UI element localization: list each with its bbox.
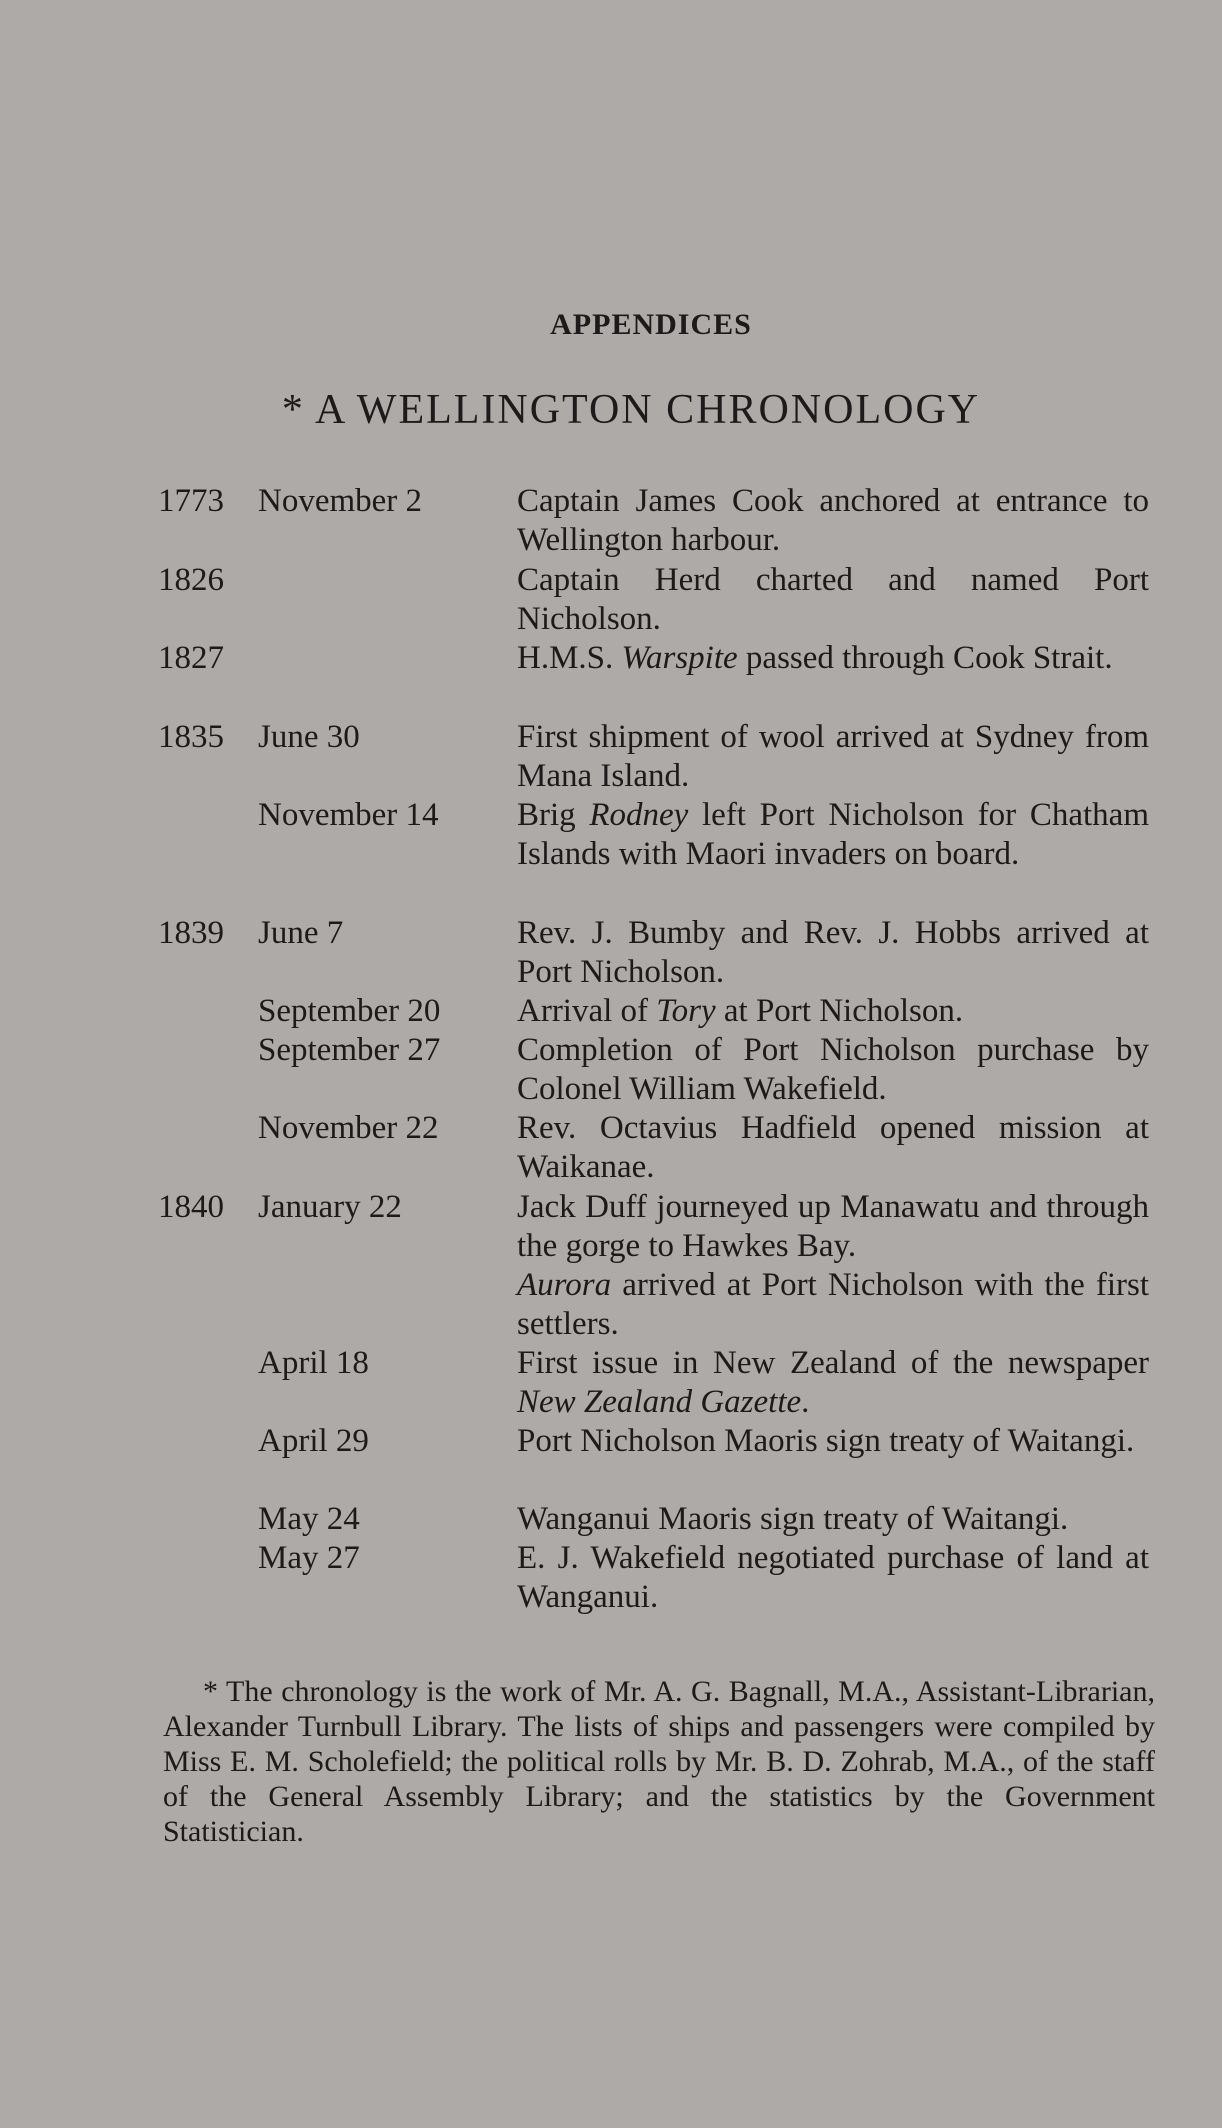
entry-year: 1826: [158, 562, 224, 598]
entry-date: May 24: [258, 1501, 360, 1537]
entry-date: September 27: [258, 1032, 441, 1068]
entry-date: April 29: [258, 1423, 369, 1459]
entry-date: April 18: [258, 1345, 369, 1381]
italic-title: Aurora: [517, 1267, 612, 1303]
entry-year: 1840: [158, 1189, 224, 1225]
entry-event: First shipment of wool arrived at Sydney from Mana Island.: [517, 719, 1149, 794]
entry-event: E. J. Wakefield negotiated purchase of land at Wanganui.: [517, 1540, 1149, 1615]
entry-year: 1827: [158, 640, 224, 676]
section-heading: APPENDICES: [550, 308, 752, 341]
entry-date: June 30: [258, 719, 360, 755]
entry-event: Jack Duff journeyed up Manawatu and through the gorge to Hawkes Bay.: [517, 1189, 1149, 1264]
entry-event: Arrival of Tory at Port Nicholson.: [517, 993, 964, 1029]
entry-date: September 20: [258, 993, 441, 1029]
entry-year: 1773: [158, 483, 224, 519]
entry-event: Brig Rodney left Port Nicholson for Chatham Islands with Maori invaders on board.: [517, 797, 1149, 872]
entry-event: Rev. Octavius Hadfield opened mission at Waikanae.: [517, 1110, 1149, 1185]
entry-date: November 22: [258, 1110, 439, 1146]
entry-year: 1839: [158, 915, 224, 951]
entry-date: January 22: [258, 1189, 402, 1225]
entry-event: Captain James Cook anchored at entrance to Wellington harbour.: [517, 483, 1149, 558]
entry-date: May 27: [258, 1540, 360, 1576]
chronology-title: * A WELLINGTON CHRONOLOGY: [281, 387, 981, 433]
entry-event: Completion of Port Nicholson purchase by Colonel William Wakefield.: [517, 1032, 1149, 1107]
entry-year: 1835: [158, 719, 224, 755]
footnote: * The chronology is the work of Mr. A. G. Bagnall, M.A., Assistant-Librarian, Alexander Turnbull Library. The lists of ships and passengers were compiled by Miss E. M. Scholefield; the political rolls by Mr. B. D. Zohrab, M.A., of the staff of the General Assembly Library; and the statistics by the Government Statistician.: [163, 1675, 1155, 1848]
entry-date: November 2: [258, 483, 423, 519]
italic-title: Rodney: [589, 797, 689, 833]
entry-event: Rev. J. Bumby and Rev. J. Hobbs arrived at Port Nicholson.: [517, 915, 1149, 990]
entry-date: November 14: [258, 797, 439, 833]
italic-title: Tory: [656, 993, 716, 1029]
entry-event: Captain Herd charted and named Port Nicholson.: [517, 562, 1149, 637]
entry-date: June 7: [258, 915, 344, 951]
italic-title: Warspite: [621, 640, 738, 676]
entry-event: First issue in New Zealand of the newspaper New Zealand Gazette.: [517, 1345, 1149, 1420]
entry-event: Aurora arrived at Port Nicholson with the first settlers.: [517, 1267, 1149, 1342]
entry-event: H.M.S. Warspite passed through Cook Strait.: [517, 640, 1113, 676]
entry-event: Wanganui Maoris sign treaty of Waitangi.: [517, 1501, 1069, 1537]
entry-event: Port Nicholson Maoris sign treaty of Waitangi.: [517, 1423, 1135, 1459]
italic-title: New Zealand Gazette: [517, 1384, 802, 1420]
